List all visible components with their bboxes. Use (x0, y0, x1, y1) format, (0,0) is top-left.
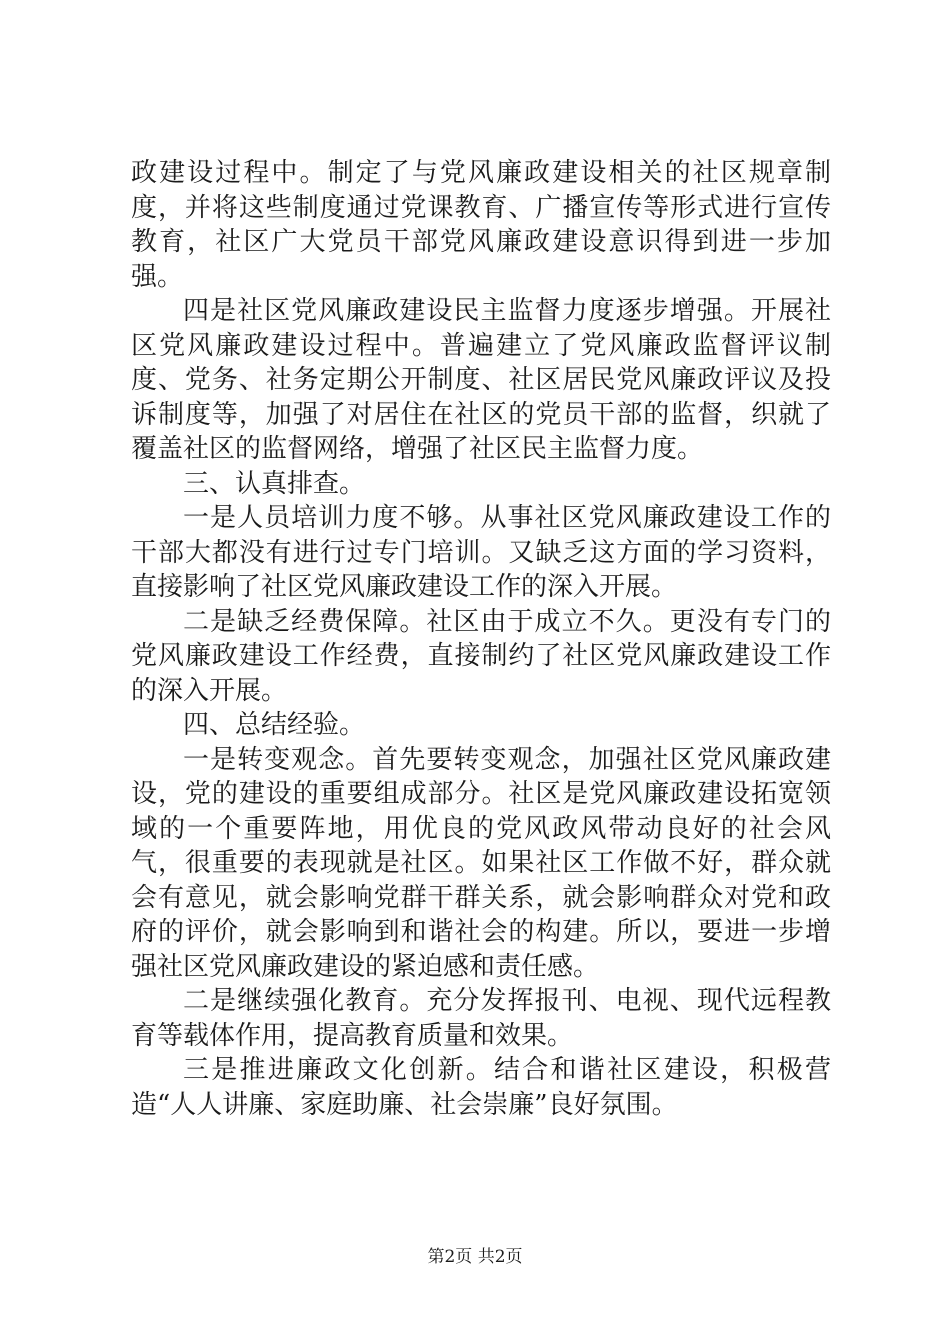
page-footer: 第2页 共2页 (427, 1247, 523, 1267)
document-body (131, 156, 831, 1122)
paragraph-continuation: 政建设过程中。制定了与党风廉政建设相关的社区规章制度，并将这些制度通过党课教育、广播宣传等形式进行宣传教育，社区广大党员干部党风廉政建设意识得到进一步加强。 (131, 158, 831, 292)
paragraph-training: 一是人员培训力度不够。从事社区党风廉政建设工作的干部大都没有进行过专门培训。又缺乏这方面的学习资料，直接影响了社区党风廉政建设工作的深入开展。 (131, 503, 831, 602)
paragraph-change-concept: 一是转变观念。首先要转变观念，加强社区党风廉政建设，党的建设的重要组成部分。社区是党风廉政建设拓宽领域的一个重要阵地，用优良的党风政风带动良好的社会风气，很重要的表现就是社区。如果社区工作做不好，群众就会有意见，就会影响党群干群关系，就会影响群众对党和政府的评价，就会影响到和谐社会的构建。所以，要进一步增强社区党风廉政建设的紧迫感和责任感。 (131, 744, 831, 982)
paragraph-democratic-supervision: 四是社区党风廉政建设民主监督力度逐步增强。开展社区党风廉政建设过程中。普遍建立了党风廉政监督评议制度、党务、社务定期公开制度、社区居民党风廉政评议及投诉制度等，加强了对居住在社区的党员干部的监督，织就了覆盖社区的监督网络，增强了社区民主监督力度。 (131, 296, 831, 464)
section-heading-investigation: 三、认真排查。 (183, 468, 366, 499)
section-heading-summary: 四、总结经验。 (183, 710, 366, 740)
paragraph-funding: 二是缺乏经费保障。社区由于成立不久。更没有专门的党风廉政建设工作经费，直接制约了社区党风廉政建设工作的深入开展。 (131, 606, 831, 706)
paragraph-education: 二是继续强化教育。充分发挥报刊、电视、现代远程教育等载体作用，提高教育质量和效果。 (131, 986, 831, 1051)
paragraph-culture-innovation: 三是推进廉政文化创新。结合和谐社区建设，积极营造“人人讲廉、家庭助廉、社会崇廉”良好氛围。 (131, 1055, 831, 1120)
